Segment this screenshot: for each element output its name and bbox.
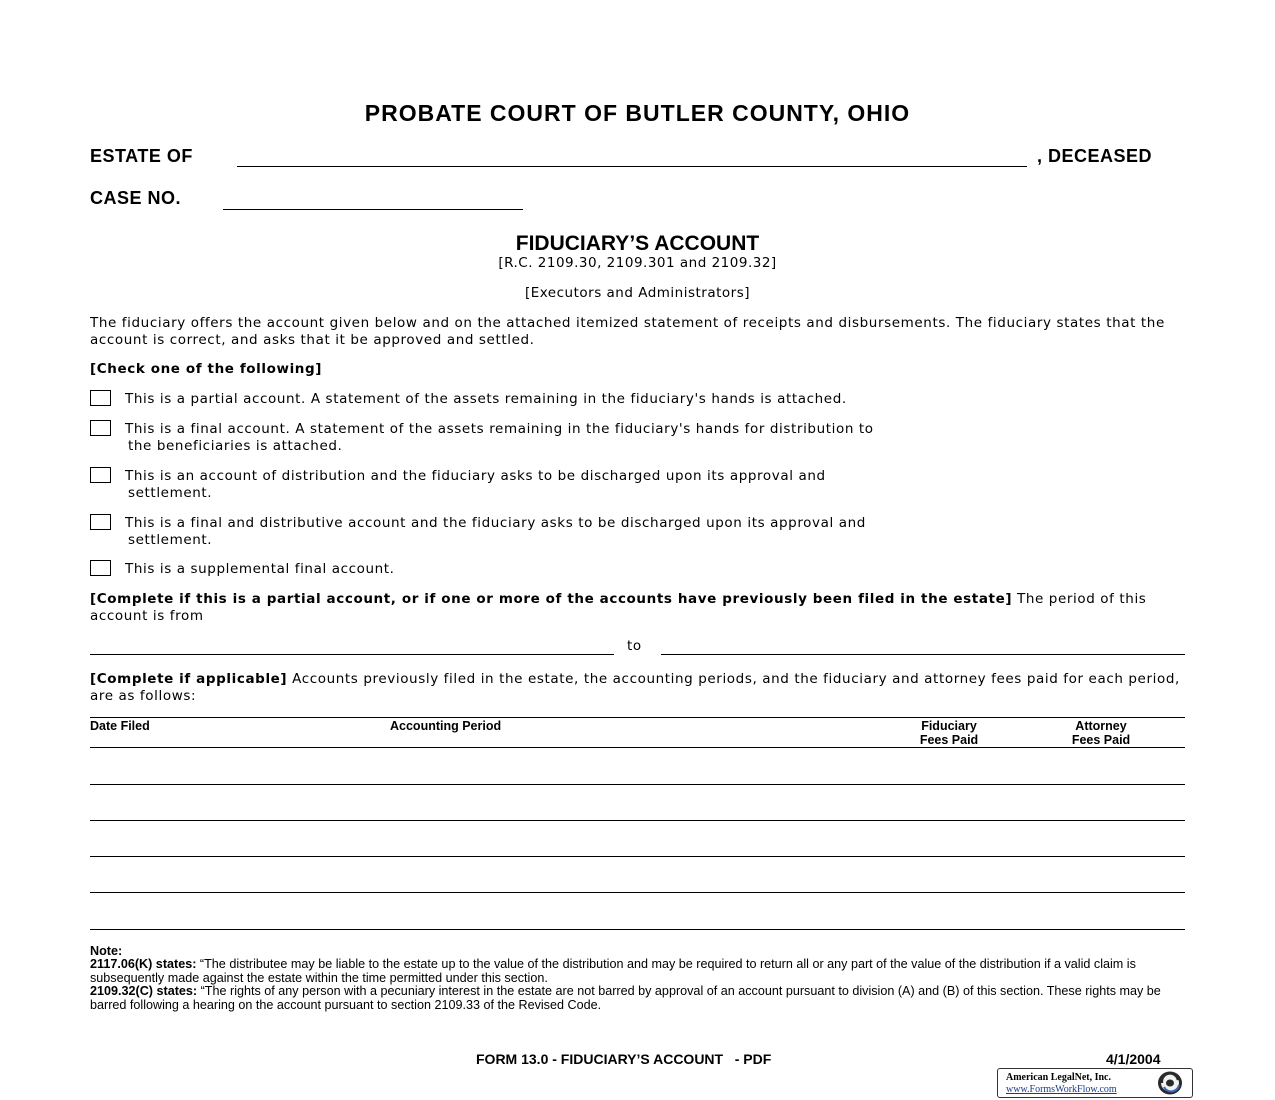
note-2117-06k xyxy=(90,958,1180,985)
table-row[interactable] xyxy=(90,820,1185,821)
option-final-account xyxy=(125,421,1045,454)
option-final-distributive-account xyxy=(125,515,1045,548)
previous-instruction: [Complete if applicable] xyxy=(90,671,288,687)
note-title: Note: xyxy=(90,944,123,958)
logo-company-name: American LegalNet, Inc. xyxy=(1006,1072,1111,1083)
option-text: This is a partial account. A statement of the assets remaining in the fiduciary's hands is attached. xyxy=(125,391,847,407)
table-top-rule xyxy=(90,717,1185,718)
table-row[interactable] xyxy=(90,784,1185,785)
option-supplemental-final-account xyxy=(125,561,1045,578)
form-footer-date: 4/1/2004 xyxy=(1106,1051,1161,1067)
case-no-field[interactable] xyxy=(223,209,523,210)
option-partial-account xyxy=(125,391,1045,408)
statute-reference: [R.C. 2109.30, 2109.301 and 2109.32] xyxy=(498,255,777,271)
period-to-field[interactable] xyxy=(661,654,1185,655)
previous-text: Accounts previously filed in the estate, the accounting periods, and the fiduciary and attorney fees paid for each period, are as follows: xyxy=(90,671,1180,704)
globe-icon xyxy=(1152,1070,1188,1096)
fiduciary-fees-header xyxy=(900,720,998,747)
previous-accounts-paragraph xyxy=(90,671,1180,704)
table-header-rule xyxy=(90,747,1185,748)
period-to-label: to xyxy=(627,638,642,654)
option-text: This is a supplemental final account. xyxy=(125,561,395,577)
note-section xyxy=(90,945,1180,1012)
fiduciary-fees-header-line1: Fiduciary xyxy=(921,719,977,733)
note-2109-32c-text: “The rights of any person with a pecuniary interest in the estate are not barred by approval of an account pursuant to division (A) and (B) of this section. These rights may be barred following a hearing on the account pursuant to section 2109.33 of the Revised Code. xyxy=(90,984,1161,1012)
option-text: This is a final and distributive account and the fiduciary asks to be discharged upon its approval and xyxy=(125,515,866,531)
final-distributive-account-checkbox[interactable] xyxy=(90,514,111,530)
note-2109-32c xyxy=(90,985,1180,1012)
distribution-account-checkbox[interactable] xyxy=(90,467,111,483)
table-row[interactable] xyxy=(90,929,1185,930)
supplemental-final-account-checkbox[interactable] xyxy=(90,560,111,576)
note-2109-32c-ref: 2109.32(C) states: xyxy=(90,984,198,999)
note-2117-06k-ref: 2117.06(K) states: xyxy=(90,957,197,972)
form-footer-label: FORM 13.0 - FIDUCIARY’S ACCOUNT - PDF xyxy=(476,1051,772,1067)
final-account-checkbox[interactable] xyxy=(90,420,111,436)
option-distribution-account xyxy=(125,468,1045,501)
court-title: PROBATE COURT OF BUTLER COUNTY, OHIO xyxy=(364,100,911,126)
option-text: This is an account of distribution and the fiduciary asks to be discharged upon its approval and xyxy=(125,468,826,484)
period-text: The period of this account is from xyxy=(90,591,1147,624)
check-instruction: [Check one of the following] xyxy=(90,361,323,377)
accounting-period-header: Accounting Period xyxy=(390,719,502,733)
estate-of-label: ESTATE OF xyxy=(90,146,193,166)
table-row[interactable] xyxy=(90,892,1185,893)
option-text: This is a final account. A statement of the assets remaining in the fiduciary's hands for distribution to xyxy=(125,421,874,437)
table-row[interactable] xyxy=(90,856,1185,857)
attorney-fees-header xyxy=(1055,720,1147,747)
intro-paragraph: The fiduciary offers the account given below and on the attached itemized statement of receipts and disbursements. The fiduciary states that the account is correct, and asks that it be approved and settled. xyxy=(90,315,1165,348)
case-no-label: CASE NO. xyxy=(90,188,182,208)
deceased-label: , DECEASED xyxy=(1037,146,1153,166)
option-text-continued: settlement. xyxy=(128,484,213,501)
period-from-field[interactable] xyxy=(90,654,614,655)
note-2117-06k-text: “The distributee may be liable to the estate up to the value of the distribution and may be required to return all or any part of the value of the distribution if a valid claim is subsequently made against the estate within the time permitted under this section. xyxy=(90,957,1136,985)
period-instruction: [Complete if this is a partial account, or if one or more of the accounts have previously been filed in the estate] xyxy=(90,591,1013,607)
attorney-fees-header-line1: Attorney xyxy=(1075,719,1127,733)
fiduciary-fees-header-line2: Fees Paid xyxy=(919,732,979,747)
form-title: FIDUCIARY’S ACCOUNT xyxy=(515,232,760,255)
date-filed-header: Date Filed xyxy=(90,719,150,733)
attorney-fees-header-line2: Fees Paid xyxy=(1071,732,1131,747)
estate-name-field[interactable] xyxy=(237,166,1027,167)
option-text-continued: the beneficiaries is attached. xyxy=(128,437,343,454)
partial-account-checkbox[interactable] xyxy=(90,390,111,406)
logo-url: www.FormsWorkFlow.com xyxy=(1006,1084,1117,1095)
period-paragraph xyxy=(90,591,1180,624)
company-logo[interactable] xyxy=(997,1068,1193,1098)
option-text-continued: settlement. xyxy=(128,531,213,548)
form-subtitle: [Executors and Administrators] xyxy=(524,285,751,301)
